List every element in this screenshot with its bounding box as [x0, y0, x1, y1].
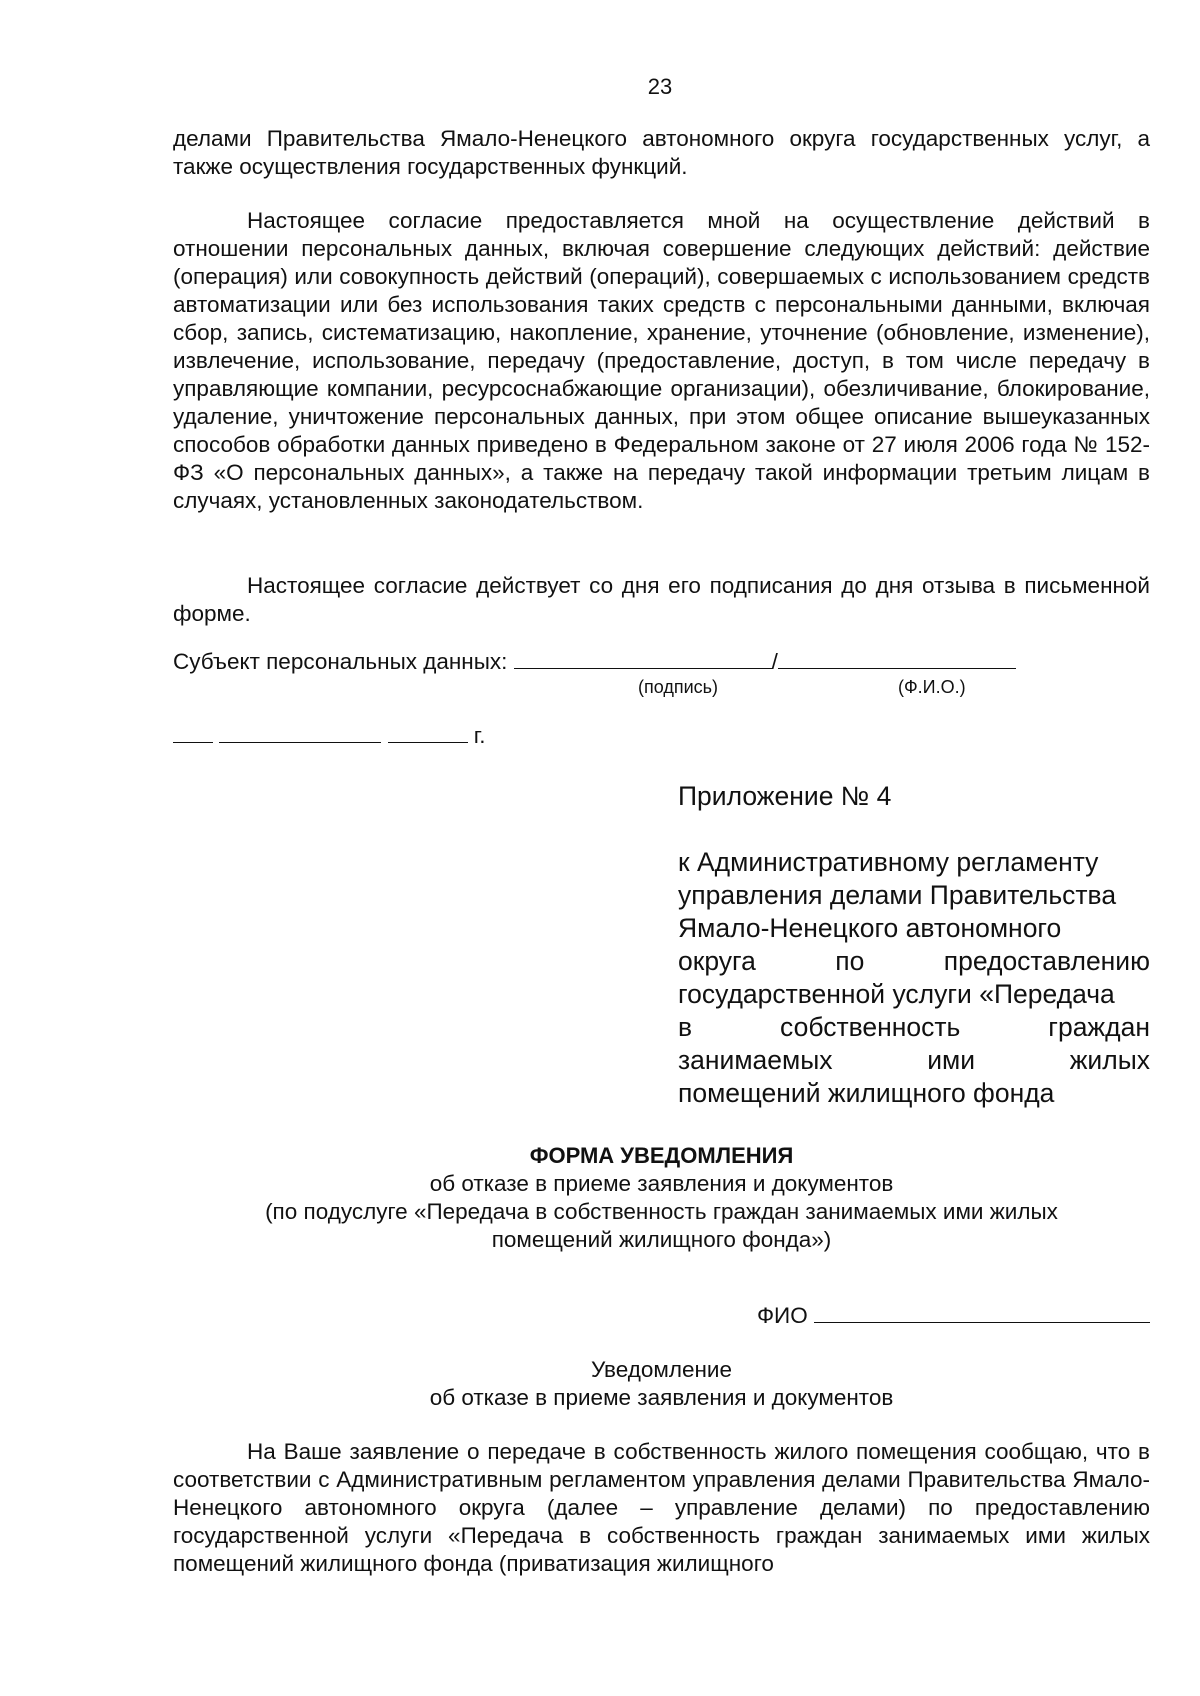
signature-line: [173, 646, 1016, 676]
signature-label: Субъект персональных данных:: [173, 649, 508, 674]
notice-subtitle: об отказе в приеме заявления и документов: [429, 1385, 894, 1410]
signature-separator: /: [771, 649, 778, 674]
form-subtitle: об отказе в приеме заявления и документов: [429, 1171, 894, 1196]
date-year-field: [388, 720, 468, 743]
form-title: ФОРМА УВЕДОМЛЕНИЯ: [529, 1143, 794, 1168]
notice-title: Уведомление: [590, 1357, 732, 1382]
paragraph-consent-actions: [173, 207, 1150, 515]
signature-field: [514, 646, 772, 669]
appendix-line: к Административному регламенту: [678, 847, 1099, 877]
appendix-line: государственной услуги «Передача: [678, 979, 1115, 1009]
date-line: [173, 720, 486, 750]
name-field: [778, 646, 1016, 669]
page-number: 23: [647, 74, 673, 99]
appendix-line: занимаемых ими жилых: [678, 1045, 1150, 1075]
name-caption: (Ф.И.О.): [898, 677, 966, 697]
notice-heading: [173, 1356, 1150, 1412]
date-month-field: [219, 720, 381, 743]
form-subtitle: помещений жилищного фонда»): [491, 1227, 832, 1252]
fio-field: [814, 1300, 1150, 1323]
date-day-field: [173, 720, 213, 743]
appendix-title: Приложение № 4: [678, 781, 892, 811]
paragraph-text: Настоящее согласие действует со дня его подписания до дня отзыва в письменной форме.: [173, 573, 1150, 626]
appendix-line: управления делами Правительства: [678, 880, 1117, 910]
paragraph-text: делами Правительства Ямало-Ненецкого автономного округа государственных услуг, а также осуществления государственных функций.: [173, 126, 1150, 179]
paragraph-consent-purpose: [173, 125, 1150, 181]
fio-line: [173, 1300, 1150, 1330]
appendix-line: округа по предоставлению: [678, 946, 1150, 976]
paragraph-text: На Ваше заявление о передаче в собственность жилого помещения сообщаю, что в соответствии с Административным регламентом управления делами Правительства Ямало-Ненецкого автономного округа (далее – управление делами) по предоставлению государственной услуги «Передача в собственность граждан занимаемых ими жилых помещений жилищного фонда (приватизация жилищного: [173, 1439, 1150, 1576]
form-subtitle: (по подуслуге «Передача в собственность граждан занимаемых ими жилых: [265, 1199, 1058, 1224]
date-year-suffix: г.: [473, 723, 486, 748]
appendix-line: помещений жилищного фонда: [678, 1078, 1055, 1108]
appendix-line: в собственность граждан: [678, 1012, 1150, 1042]
paragraph-consent-validity: [173, 572, 1150, 628]
paragraph-text: Настоящее согласие предоставляется мной на осуществление действий в отношении персональных данных, включая совершение следующих действий: действие (операция) или совокупность действий (операций), совершаемых с использованием средств автоматизации или без использования таких средств с персональными данными, включая сбор, запись, систематизацию, накопление, хранение, уточнение (обновление, изменение), извлечение, использование, передачу (предоставление, доступ, в том числе передачу в управляющие компании, ресурсоснабжающие организации), обезличивание, блокирование, удаление, уничтожение персональных данных, при этом общее описание вышеуказанных способов обработки данных приведено в Федеральном законе от 27 июля 2006 года № 152-ФЗ «О персональных данных», а также на передачу такой информации третьим лицам в случаях, установленных законодательством.: [173, 208, 1150, 513]
signature-caption: (подпись): [638, 677, 719, 697]
form-heading: [173, 1142, 1150, 1254]
paragraph-notice-body: [173, 1438, 1150, 1578]
appendix-reference: [678, 846, 1150, 1110]
appendix-line: Ямало-Ненецкого автономного: [678, 913, 1062, 943]
fio-label: ФИО: [756, 1303, 808, 1328]
